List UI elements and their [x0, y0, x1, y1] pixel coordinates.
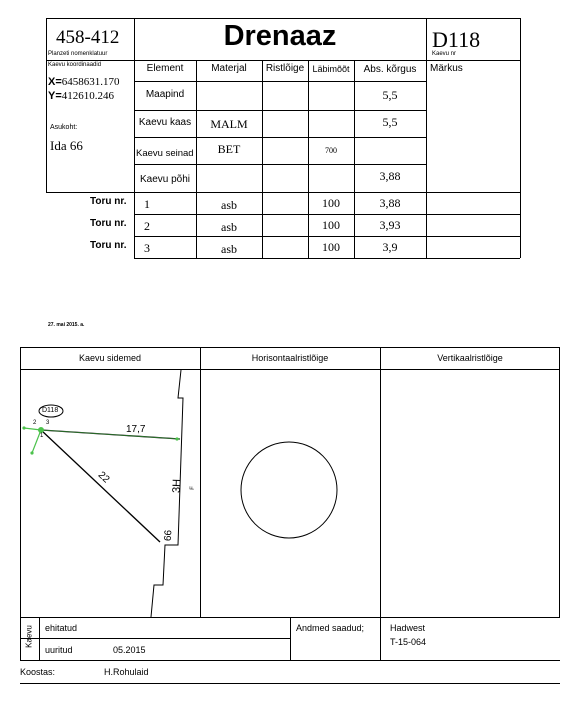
location-value: Ida 66 — [50, 138, 83, 153]
pipe-end-3 — [175, 437, 178, 440]
pipe-nr-1: 1 — [144, 197, 150, 211]
pipe-diameter-3: 100 — [322, 240, 340, 254]
pipe-label-3: Toru nr. — [90, 240, 127, 251]
pipe-label-2: Toru nr. — [90, 218, 127, 229]
pipe-end-2 — [30, 451, 33, 454]
col-notes: Märkus — [430, 63, 463, 74]
col-material: Materjal — [211, 63, 247, 74]
distance-label-1: 17,7 — [126, 424, 146, 435]
row-element-3: Kaevu põhi — [139, 174, 191, 185]
pipe-height-1: 3,88 — [379, 196, 401, 210]
col-diameter: Läbimõõt — [312, 64, 350, 74]
footer-side-label: Kaevu — [24, 625, 34, 648]
surveyed-label: uuritud — [45, 645, 73, 655]
pipe-nr-3: 3 — [144, 241, 150, 255]
well-tag: D118 — [42, 407, 59, 414]
pipe-height-3: 3,9 — [382, 240, 398, 254]
document-date: 27. mai 2015. a. — [48, 322, 85, 328]
pipe-height-2: 3,93 — [379, 218, 401, 232]
horizontal-section-title: Horisontaalristlõige — [251, 353, 329, 363]
coords-label: Kaevu koordinaadid — [48, 62, 102, 68]
data-source-label: Andmed saadud; — [296, 623, 365, 633]
well-label: Kaevu nr — [432, 51, 457, 57]
row-height-0: 5,5 — [382, 88, 398, 102]
surveyed-value: 05.2015 — [113, 645, 146, 655]
manhole-circle — [241, 442, 337, 538]
building-label: 3H — [170, 478, 184, 494]
pipe-material-3: asb — [221, 242, 237, 256]
row-material-2: BET — [217, 142, 241, 156]
data-source-company: Hadwest — [390, 623, 426, 633]
row-element-1: Kaevu kaas — [138, 117, 192, 128]
col-height: Abs. kõrgus — [363, 64, 417, 75]
col-section: Ristlõige — [265, 63, 305, 74]
x-coordinate: X=6458631.170 — [48, 76, 120, 88]
row-element-0: Maapind — [145, 89, 185, 100]
vertical-section-title: Vertikaalristlõige — [437, 353, 503, 363]
row-diameter-2: 700 — [325, 146, 337, 155]
pipe-material-2: asb — [221, 220, 237, 234]
author-label: Koostas: — [20, 667, 56, 677]
row-height-1: 5,5 — [382, 115, 398, 129]
building-outline — [151, 370, 183, 617]
building-sublabel: F — [189, 486, 196, 490]
sheet-label: Planzeti nomenklatuur — [48, 51, 108, 57]
link-line-2 — [41, 430, 160, 542]
row-material-1: MALM — [210, 117, 248, 131]
row-element-2: Kaevu seinad — [136, 148, 194, 159]
page-title: Drenaaz — [223, 20, 337, 52]
pipe-diameter-2: 100 — [322, 218, 340, 232]
built-label: ehitatud — [45, 623, 78, 633]
data-source-code: T-15-064 — [390, 637, 427, 647]
col-element: Element — [146, 63, 184, 74]
links-title: Kaevu sidemed — [78, 353, 142, 363]
location-label: Asukoht: — [50, 124, 78, 131]
pipe-number-3: 3 — [46, 420, 50, 426]
sheet-number: 458-412 — [56, 27, 120, 48]
pipe-number-2: 2 — [33, 420, 37, 426]
pipe-material-1: asb — [221, 198, 237, 212]
y-coordinate: Y=412610.246 — [48, 90, 115, 102]
pipe-diameter-1: 100 — [322, 196, 340, 210]
author-name: H.Rohulaid — [104, 667, 149, 677]
pipe-mark-3 — [41, 430, 180, 439]
pipe-nr-2: 2 — [144, 219, 150, 233]
well-id: D118 — [432, 27, 481, 52]
row-height-3: 3,88 — [379, 169, 401, 183]
distance-label-3: 66 — [162, 529, 175, 542]
distance-label-2: 22 — [95, 469, 112, 486]
pipe-end-1 — [22, 426, 25, 429]
pipe-number-1: 1 — [40, 433, 44, 439]
pipe-label-1: Toru nr. — [90, 196, 127, 207]
